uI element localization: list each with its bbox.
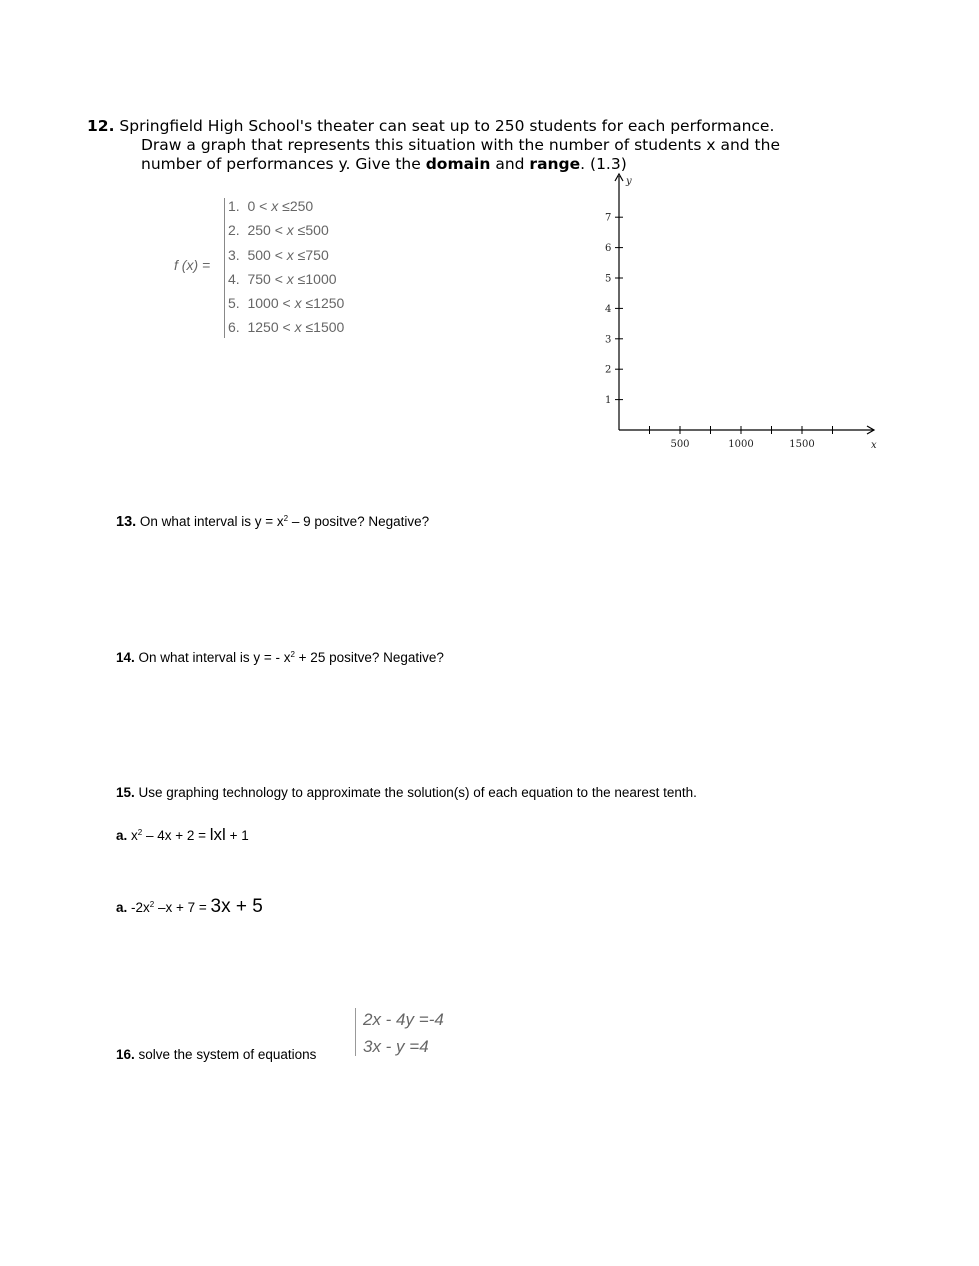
piece-lower: 1000 [247,295,279,312]
eq1-lhs: 2x - 4y [363,1010,415,1029]
piece-lower: 750 [247,270,271,287]
q15-part-a-lhs: x [127,828,138,843]
piecewise-row [228,270,344,294]
q14-number: 14. [116,650,135,665]
piece-upper: 1500 [313,319,345,336]
q15-part-a-rhs: + 1 [225,828,249,843]
q16-text: solve the system of equations [134,1047,317,1062]
q15-part-a-exponent: 2 [137,828,143,837]
y-tick-label: 3 [605,334,612,346]
and-word: and [490,155,530,173]
range-word: range [529,155,581,173]
piece-lower: 1250 [247,319,279,336]
piece-upper: 750 [305,246,329,263]
y-tick-label: 6 [605,243,612,255]
q13-text: On what interval is y = x [136,514,284,529]
y-tick-label: 4 [605,303,612,315]
eq2-lhs: 3x - y [363,1037,405,1056]
system-eq-1: 2x - 4y =-4 [363,1010,444,1029]
q16-number: 16. [116,1047,135,1062]
x-axis-label: x [871,440,877,451]
q14-exponent: 2 [290,650,295,659]
q15-part-b-exponent: 2 [149,900,155,909]
q15-part-b [116,896,263,918]
q15-part-a [116,825,249,845]
y-tick-label: 2 [605,364,612,376]
piece-upper: 1000 [305,270,337,287]
piece-value: 1. [228,198,240,214]
piece-upper: 500 [305,222,329,239]
q15-part-b-label: a. [116,900,128,915]
piecewise-row [228,197,344,221]
piece-value: 4. [228,270,240,287]
q15-part-b-mid: –x + 7 = [154,900,211,915]
piece-upper: 1250 [313,295,345,312]
piece-condition: < x ≤ [255,198,290,214]
eq1-rhs: -4 [428,1010,444,1029]
q14-text: On what interval is y = - x [134,650,291,665]
piece-lower: 250 [247,222,271,239]
q13-text-end: – 9 positve? Negative? [288,514,430,529]
q13-exponent: 2 [283,514,289,523]
q12-line-1 [87,117,774,135]
q15 [116,785,697,800]
system-brace [355,1008,358,1056]
piecewise-brace [224,198,227,338]
piece-condition: < x ≤ [270,270,306,287]
q14-text-end: + 25 positve? Negative? [294,650,444,665]
piece-condition: < x ≤ [270,246,306,263]
q14 [116,650,444,665]
piece-lower: 500 [247,246,271,263]
q16 [116,1047,316,1062]
piece-value: 6. [228,319,240,336]
system-of-equations [363,1006,444,1060]
y-axis-label: y [626,176,632,187]
piecewise-row [228,221,344,245]
q13 [116,514,429,530]
graph [595,170,885,455]
q13-number: 13. [116,514,137,530]
piece-value: 3. [228,246,240,263]
q15-text: Use graphing technology to approximate the solution(s) of each equation to the nearest tenth. [134,785,697,800]
piecewise-label: f (x) = [174,257,211,273]
domain-word: domain [425,155,491,173]
q12-standard-ref: . (1.3) [580,155,627,173]
q12-text-line-2: Draw a graph that represents this situation with the number of students x and the [141,136,780,154]
q15-number: 15. [116,785,135,800]
q15-part-a-abs: lxl [209,825,226,844]
q15-part-b-lhs: -2x [127,900,150,915]
y-tick-label: 1 [605,395,612,407]
x-tick-label: 1500 [789,439,815,450]
piecewise-pieces [228,197,344,343]
piece-condition: < x ≤ [278,319,314,336]
piece-value: 5. [228,295,240,312]
eq2-rhs: 4 [419,1037,429,1056]
piece-upper: 250 [289,198,314,214]
q15-part-b-rhs: 3x + 5 [210,896,263,917]
q12-line-3 [141,155,627,173]
piece-condition: < x ≤ [278,295,314,312]
x-tick-label: 500 [670,439,690,450]
system-eq-2: 3x - y =4 [363,1037,429,1056]
x-tick-label: 1000 [728,439,754,450]
y-tick-label: 5 [605,273,612,285]
q15-part-a-label: a. [116,828,128,843]
piecewise-row [228,246,344,270]
q12-number: 12. [87,117,115,135]
q12-text-line-1: Springfield High School's theater can seat up to 250 students for each performance. [119,117,775,135]
q15-part-a-mid: – 4x + 2 = [142,828,210,843]
q12-text-line-3: number of performances y. Give the [141,155,426,173]
piece-lower: 0 [247,198,256,214]
y-tick-label: 7 [605,212,612,224]
piece-condition: < x ≤ [270,222,306,239]
piecewise-row [228,318,344,342]
piece-value: 2. [228,222,240,239]
piecewise-row [228,294,344,318]
